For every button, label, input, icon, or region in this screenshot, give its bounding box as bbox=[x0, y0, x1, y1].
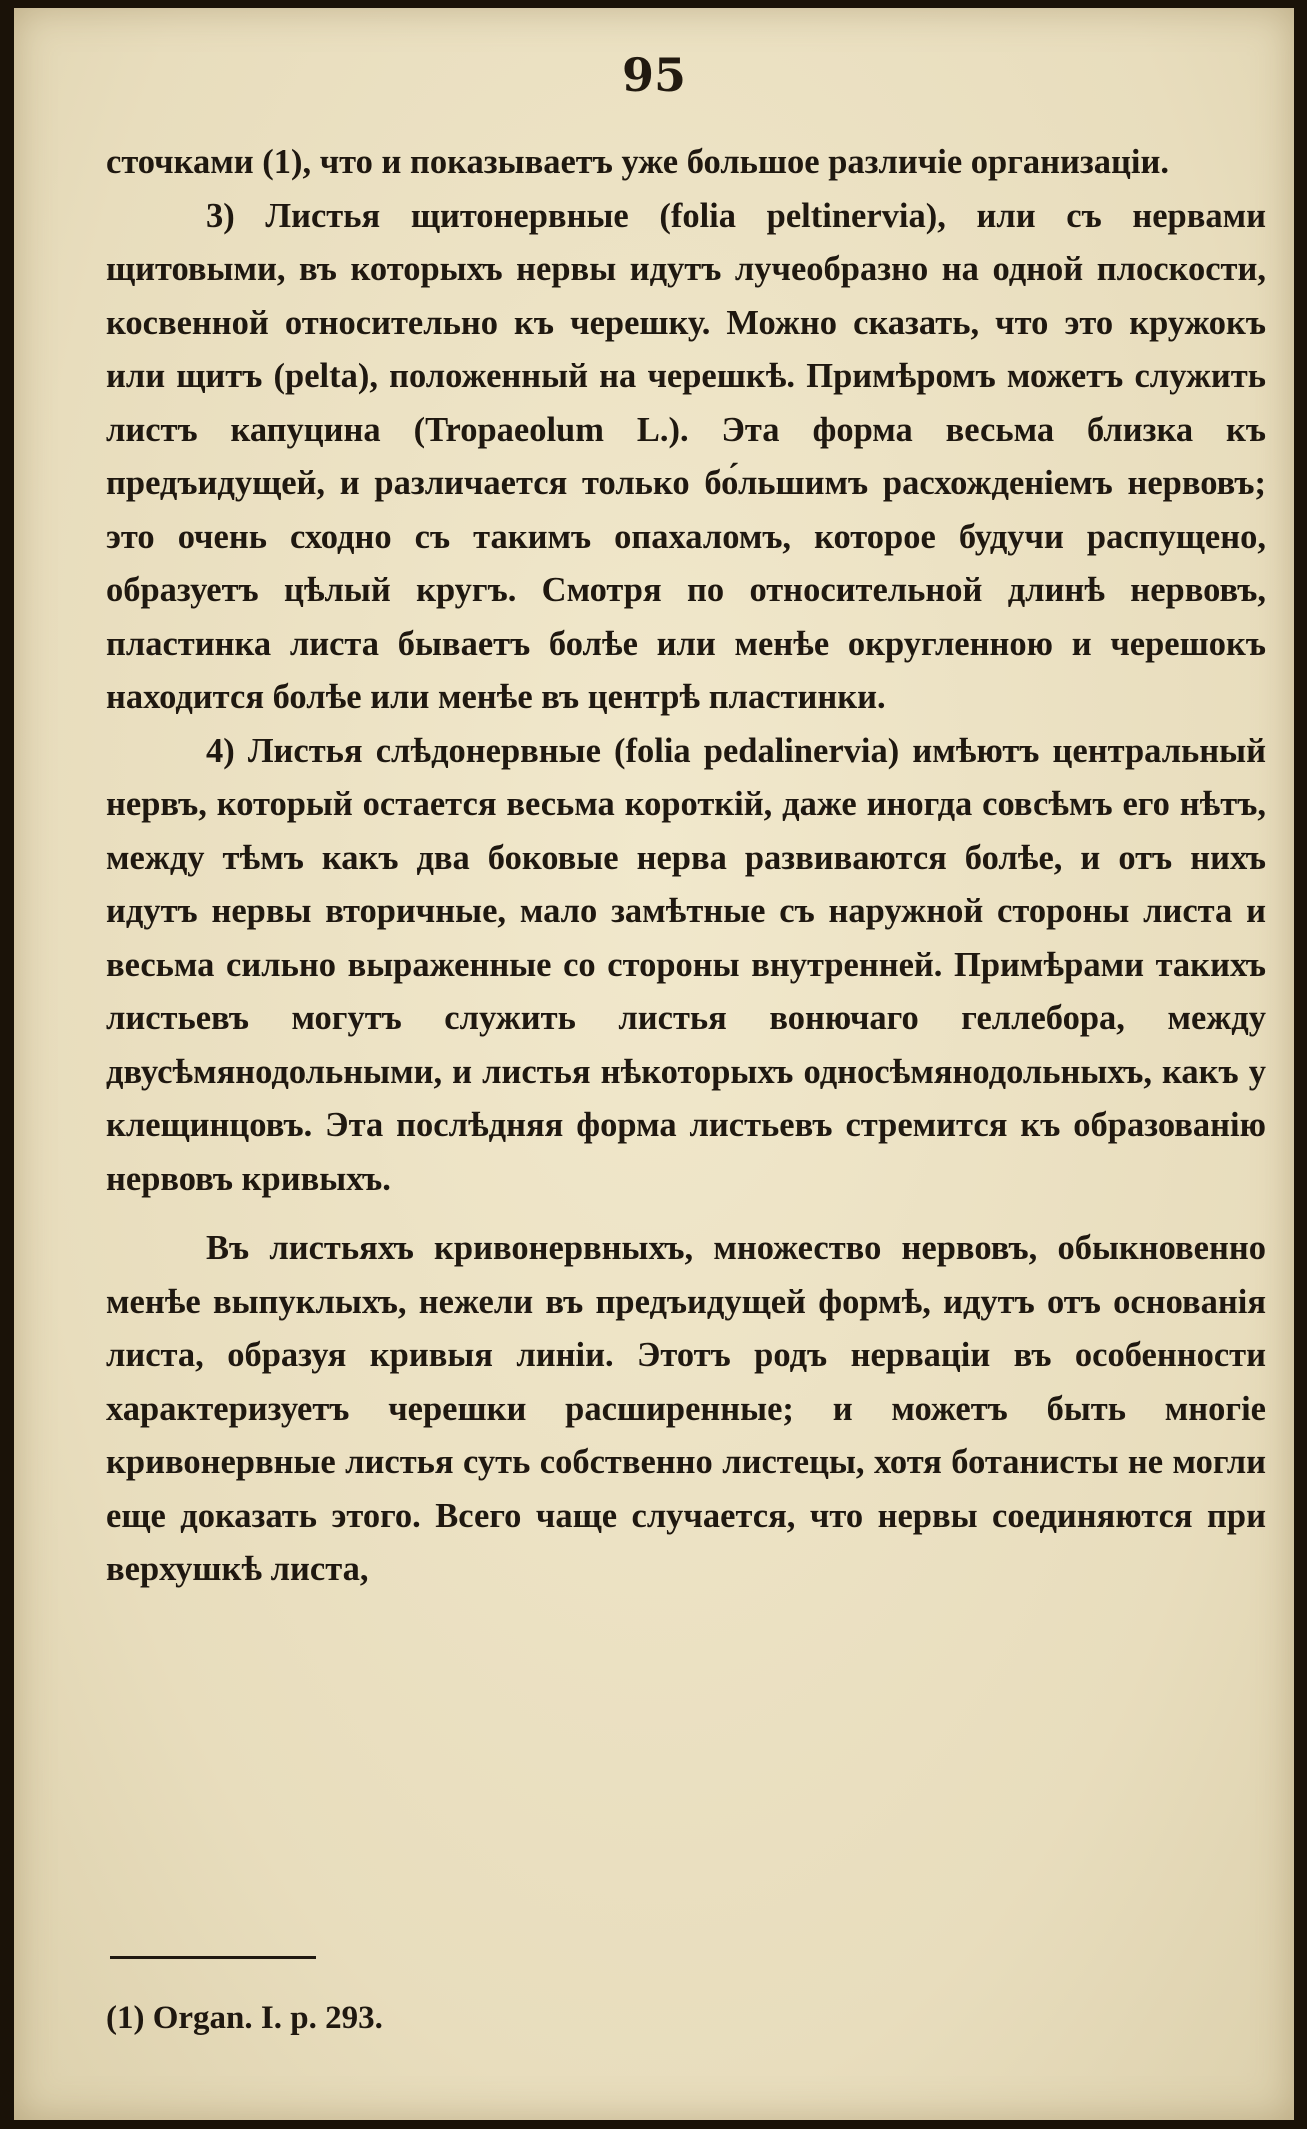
paragraph-3: 4) Листья слѣдонервные (folia pedalinervia) имѣютъ центральный нервъ, который остается весьма короткій, даже иногда совсѣмъ его нѣтъ, между тѣмъ какъ два боковые нерва развиваются болѣе, и отъ нихъ идутъ нервы вторичные, мало замѣтные съ наружной стороны листа и весьма сильно выраженные со стороны внутренней. Примѣрами такихъ листьевъ могутъ служить листья вонючаго геллебора, между двусѣмянодольными, и листья нѣкоторыхъ односѣмянодольныхъ, какъ у клещинцовъ. Эта послѣдняя форма листьевъ стремится къ образованію нервовъ кривыхъ. bbox=[106, 731, 1266, 1198]
paragraph-2: 3) Листья щитонервные (folia peltinervia), или съ нервами щитовыми, въ которыхъ нервы идутъ лучеобразно на одной плоскости, косвенной относительно къ черешку. Можно сказать, что это кружокъ или щитъ (pelta), положенный на черешкѣ. Примѣромъ можетъ служить листъ капуцина (Tropaeolum L.). Эта форма весьма близка къ предъидущей, и различается только бо́льшимъ расхожденіемъ нервовъ; это очень сходно съ такимъ опахаломъ, которое будучи распущено, образуетъ цѣлый кругъ. Смотря по относительной длинѣ нервовъ, пластинка листа бываетъ болѣе или менѣе округленною и черешокъ находится болѣе или менѣе въ центрѣ пластинки. bbox=[106, 196, 1266, 716]
book-page bbox=[14, 8, 1294, 2120]
page-number: 95 bbox=[621, 48, 686, 102]
paragraph-4: Въ листьяхъ кривонервныхъ, множество нервовъ, обыкновенно менѣе выпуклыхъ, нежели въ предъидущей формѣ, идутъ отъ основанія листа, образуя кривыя линіи. Этотъ родъ нерваціи въ особенности характеризуетъ черешки расширенные; и можетъ быть многіе кривонервные листья суть собственно листецы, хотя ботанисты не могли еще доказать этого. Всего чаще случается, что нервы соединяются при верхушкѣ листа, bbox=[106, 1229, 1266, 1588]
body-text bbox=[106, 136, 1266, 1597]
footnote-rule bbox=[110, 1956, 316, 1959]
paragraph-1: сточками (1), что и показываетъ уже большое различіе организаціи. bbox=[106, 143, 1169, 181]
footnote: (1) Organ. I. p. 293. bbox=[106, 2000, 383, 2036]
